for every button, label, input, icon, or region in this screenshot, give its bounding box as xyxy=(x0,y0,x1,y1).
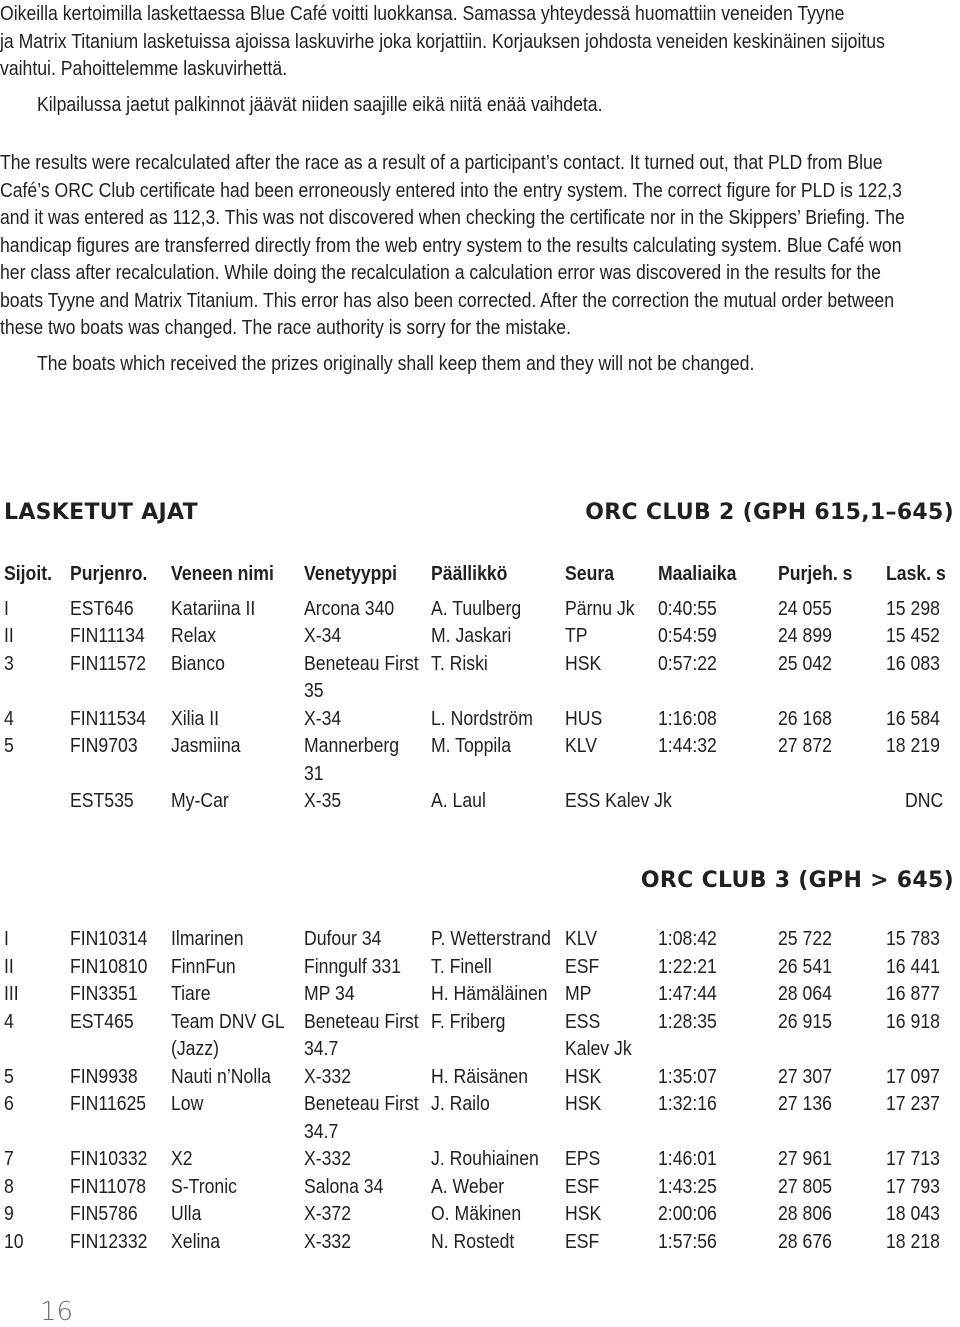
english-notice-line: The results were recalculated after the race as a result of a participant’s contact. It turned out, that PLD from Blue xyxy=(0,151,883,174)
cell-position: 9 xyxy=(4,1202,14,1225)
english-notice xyxy=(0,149,955,377)
cell-position: II xyxy=(4,624,14,647)
cell-finish-time: 1:46:01 xyxy=(658,1147,717,1170)
cell-position: I xyxy=(4,927,9,950)
cell-club: ESS Kalev Jk xyxy=(565,789,672,812)
cell-skipper: T. Finell xyxy=(431,954,492,978)
cell-finish-time: 0:54:59 xyxy=(658,624,717,647)
cell-skipper: M. Jaskari xyxy=(431,624,512,647)
cell-boat-type: X-372 xyxy=(304,1202,352,1225)
english-notice-line: handicap figures are transferred directly from the web entry system to the results calculating system. Blue Café won xyxy=(0,233,902,257)
cell-position: I xyxy=(4,596,9,620)
table-row xyxy=(0,732,960,787)
cell-boat-name: Tiare xyxy=(171,982,211,1005)
cell-skipper: J. Railo xyxy=(431,1092,490,1115)
cell-position: 3 xyxy=(4,651,14,675)
english-notice-line: her class after recalculation. While doing the recalculation a calculation error was discovered in the results for the xyxy=(0,261,881,284)
cell-boat-type: MP 34 xyxy=(304,982,355,1005)
cell-position: III xyxy=(4,982,19,1005)
english-notice-line: boats Tyyne and Matrix Titanium. This error has also been corrected. After the correction the mutual order between xyxy=(0,288,895,312)
table-row xyxy=(0,1145,960,1173)
cell-boat-type: X-35 xyxy=(304,789,342,812)
cell-club: ESF xyxy=(565,1174,600,1198)
cell-club: ESS Kalev Jk xyxy=(565,1009,632,1060)
cell-skipper: M. Toppila xyxy=(431,734,512,757)
finnish-prizes-note: Kilpailussa jaetut palkinnot jäävät niiden saajille eikä niitä enää vaihdeta. xyxy=(36,92,603,116)
cell-position: 8 xyxy=(4,1174,14,1198)
table-row xyxy=(0,980,960,1008)
cell-club: HSK xyxy=(565,1064,602,1088)
section-title-orc-club-3: ORC CLUB 3 (GPH > 645) xyxy=(640,868,954,893)
cell-finish-time: 0:40:55 xyxy=(658,596,717,620)
cell-calculated-seconds: 17 237 xyxy=(886,1092,940,1115)
cell-sailed-seconds: 26 915 xyxy=(778,1009,832,1033)
orc-club-2-table xyxy=(0,560,960,815)
cell-sailed-seconds: 27 805 xyxy=(778,1174,832,1198)
cell-boat-type: X-332 xyxy=(304,1229,352,1253)
table-row xyxy=(0,925,960,953)
cell-calculated-seconds: 18 043 xyxy=(886,1202,940,1225)
table-row xyxy=(0,1090,960,1145)
cell-position: 7 xyxy=(4,1147,14,1170)
english-notice-line: these two boats was changed. The race authority is sorry for the mistake. xyxy=(0,316,571,339)
cell-skipper: H. Räisänen xyxy=(431,1064,529,1088)
cell-boat-name: Xilia II xyxy=(171,706,220,730)
cell-finish-time: 1:32:16 xyxy=(658,1092,717,1115)
cell-boat-name: Bianco xyxy=(171,651,225,675)
cell-boat-name: Relax xyxy=(171,624,217,647)
cell-boat-name: Xelina xyxy=(171,1229,221,1253)
cell-skipper: T. Riski xyxy=(431,651,488,675)
table-row xyxy=(0,705,960,733)
cell-club: KLV xyxy=(565,734,598,757)
cell-club: Pärnu Jk xyxy=(565,596,635,620)
header-finish-time: Maaliaika xyxy=(658,562,737,585)
cell-calculated-seconds: 16 877 xyxy=(886,982,940,1005)
cell-sail-number: FIN10314 xyxy=(70,927,148,950)
cell-boat-type: X-34 xyxy=(304,624,342,647)
cell-sail-number: EST465 xyxy=(70,1009,134,1033)
cell-club: HSK xyxy=(565,651,602,675)
orc-club-3-table xyxy=(0,925,960,1255)
finnish-notice-line: Oikeilla kertoimilla laskettaessa Blue Café voitti luokkansa. Samassa yhteydessä huomattiin veneiden Tyyne xyxy=(0,2,845,25)
cell-sail-number: FIN9938 xyxy=(70,1064,138,1088)
cell-sail-number: FIN11572 xyxy=(70,651,147,675)
cell-sailed-seconds: 25 042 xyxy=(778,651,832,675)
english-prizes-note: The boats which received the prizes originally shall keep them and they will not be changed. xyxy=(36,351,755,375)
cell-sail-number: FIN10810 xyxy=(70,954,148,978)
cell-boat-type: Arcona 340 xyxy=(304,596,395,620)
cell-position: 10 xyxy=(4,1229,24,1253)
cell-boat-type: Mannerberg 31 xyxy=(304,734,400,785)
cell-calculated-seconds: 17 097 xyxy=(886,1064,940,1088)
cell-club: MP xyxy=(565,982,592,1005)
cell-calculated-seconds: 16 918 xyxy=(886,1009,940,1033)
cell-sail-number: EST646 xyxy=(70,596,134,620)
cell-calculated-seconds: 17 793 xyxy=(886,1174,940,1198)
cell-boat-name: Nauti n’Nolla xyxy=(171,1064,271,1088)
cell-finish-time: 1:35:07 xyxy=(658,1064,717,1088)
cell-finish-time: 1:28:35 xyxy=(658,1009,717,1033)
cell-boat-type: X-332 xyxy=(304,1064,352,1088)
cell-sailed-seconds: 28 676 xyxy=(778,1229,832,1253)
cell-sail-number: FIN11134 xyxy=(70,624,145,647)
cell-boat-type: Beneteau First 35 xyxy=(304,651,419,702)
table-row xyxy=(0,1228,960,1256)
cell-skipper: A. Tuulberg xyxy=(431,596,522,620)
table-row xyxy=(0,1173,960,1201)
finnish-notice xyxy=(0,0,955,118)
cell-boat-type: X-332 xyxy=(304,1147,352,1170)
cell-boat-name: Jasmiina xyxy=(171,734,241,757)
cell-boat-name: Low xyxy=(171,1092,204,1115)
finnish-notice-line: ja Matrix Titanium lasketuissa ajoissa laskuvirhe joka korjattiin. Korjauksen johdosta veneiden keskinäinen sijoitus xyxy=(0,29,885,53)
cell-boat-name: FinnFun xyxy=(171,954,236,978)
cell-club: HUS xyxy=(565,706,603,730)
cell-skipper: P. Wetterstrand xyxy=(431,927,551,950)
cell-skipper: F. Friberg xyxy=(431,1009,506,1033)
cell-finish-time: 0:57:22 xyxy=(658,651,717,675)
cell-finish-time: 1:57:56 xyxy=(658,1229,717,1253)
cell-calculated-seconds: 15 452 xyxy=(886,624,940,647)
cell-sail-number: FIN11534 xyxy=(70,706,147,730)
header-calculated-seconds: Lask. s xyxy=(886,562,946,585)
cell-sail-number: FIN5786 xyxy=(70,1202,138,1225)
section-title-orc-club-2: ORC CLUB 2 (GPH 615,1–645) xyxy=(585,500,954,525)
cell-boat-name: Ulla xyxy=(171,1202,202,1225)
header-sail-number: Purjenro. xyxy=(70,562,148,585)
cell-club: HSK xyxy=(565,1092,602,1115)
cell-sailed-seconds: 28 064 xyxy=(778,982,832,1005)
cell-calculated-seconds: 16 584 xyxy=(886,706,940,730)
english-notice-line: Café’s ORC Club certificate had been erroneously entered into the entry system. The correct figure for PLD is 122,3 xyxy=(0,178,902,202)
cell-club: KLV xyxy=(565,927,598,950)
table-row xyxy=(0,787,960,815)
cell-boat-type: X-34 xyxy=(304,706,342,730)
cell-calculated-seconds: 16 441 xyxy=(886,954,940,978)
table-row xyxy=(0,953,960,981)
cell-sailed-seconds: 27 136 xyxy=(778,1092,832,1115)
cell-finish-time: 1:22:21 xyxy=(658,954,717,978)
cell-club: EPS xyxy=(565,1147,601,1170)
cell-sail-number: FIN10332 xyxy=(70,1147,148,1170)
cell-position: 4 xyxy=(4,1009,14,1033)
cell-boat-type: Beneteau First 34.7 xyxy=(304,1009,419,1060)
section-title-lasketut-ajat: LASKETUT AJAT xyxy=(4,500,198,525)
cell-boat-name: Ilmarinen xyxy=(171,927,244,950)
table-row xyxy=(0,1200,960,1228)
cell-sail-number: FIN11078 xyxy=(70,1174,147,1198)
cell-position: 4 xyxy=(4,706,14,730)
cell-sail-number: FIN9703 xyxy=(70,734,138,757)
cell-skipper: H. Hämäläinen xyxy=(431,982,548,1005)
cell-boat-name: Katariina II xyxy=(171,596,256,620)
table-row xyxy=(0,595,960,623)
english-notice-line: and it was entered as 112,3. This was not discovered when checking the certificate nor in the Skippers’ Briefing. The xyxy=(0,206,905,229)
cell-calculated-seconds: 16 083 xyxy=(886,651,940,675)
cell-sailed-seconds: 26 168 xyxy=(778,706,832,730)
finnish-notice-line: vaihtui. Pahoittelemme laskuvirhettä. xyxy=(0,57,288,80)
cell-sailed-seconds: 25 722 xyxy=(778,927,832,950)
header-position: Sijoit. xyxy=(4,562,52,585)
cell-calculated-seconds: 15 298 xyxy=(886,596,940,620)
cell-sail-number: FIN12332 xyxy=(70,1229,148,1253)
cell-boat-type: Beneteau First 34.7 xyxy=(304,1092,419,1143)
table-row xyxy=(0,1063,960,1091)
header-sailed-seconds: Purjeh. s xyxy=(778,562,853,585)
cell-skipper: A. Weber xyxy=(431,1174,505,1198)
cell-boat-type: Dufour 34 xyxy=(304,927,382,950)
table-header-row xyxy=(0,560,960,588)
cell-sail-number: FIN3351 xyxy=(70,982,138,1005)
cell-boat-type: Finngulf 331 xyxy=(304,954,402,978)
page-number: 16 xyxy=(40,1297,74,1327)
table-row xyxy=(0,622,960,650)
cell-skipper: A. Laul xyxy=(431,789,486,812)
cell-finish-time: 1:08:42 xyxy=(658,927,717,950)
cell-club: HSK xyxy=(565,1202,602,1225)
header-boat-name: Veneen nimi xyxy=(171,562,274,585)
cell-finish-time: 1:47:44 xyxy=(658,982,717,1005)
cell-skipper: N. Rostedt xyxy=(431,1229,515,1253)
cell-club: ESF xyxy=(565,1229,600,1253)
cell-position: 5 xyxy=(4,734,14,757)
cell-position: II xyxy=(4,954,14,978)
cell-calculated-seconds: 18 218 xyxy=(886,1229,940,1253)
cell-skipper: O. Mäkinen xyxy=(431,1202,522,1225)
cell-sailed-seconds: 27 872 xyxy=(778,734,832,757)
cell-boat-name: Team DNV GL (Jazz) xyxy=(171,1009,284,1060)
cell-sailed-seconds: 27 307 xyxy=(778,1064,832,1088)
cell-sailed-seconds: 27 961 xyxy=(778,1147,832,1170)
cell-sailed-seconds: 26 541 xyxy=(778,954,832,978)
cell-position: 6 xyxy=(4,1092,14,1115)
cell-position: 5 xyxy=(4,1064,14,1088)
cell-sail-number: EST535 xyxy=(70,789,134,812)
cell-skipper: L. Nordström xyxy=(431,706,533,730)
cell-boat-name: S-Tronic xyxy=(171,1174,237,1198)
cell-finish-time: 1:43:25 xyxy=(658,1174,717,1198)
cell-boat-name: X2 xyxy=(171,1147,193,1170)
cell-calculated-seconds: 17 713 xyxy=(886,1147,940,1170)
cell-sail-number: FIN11625 xyxy=(70,1092,147,1115)
table-row xyxy=(0,1008,960,1063)
table-row xyxy=(0,650,960,705)
cell-club: TP xyxy=(565,624,588,647)
header-club: Seura xyxy=(565,562,615,585)
cell-boat-name: My-Car xyxy=(171,789,229,812)
cell-sailed-seconds: 28 806 xyxy=(778,1202,832,1225)
cell-boat-type: Salona 34 xyxy=(304,1174,384,1198)
cell-finish-time: 2:00:06 xyxy=(658,1202,717,1225)
cell-club: ESF xyxy=(565,954,600,978)
header-skipper: Päällikkö xyxy=(431,562,508,585)
cell-finish-time: 1:44:32 xyxy=(658,734,717,757)
cell-calculated-seconds: DNC xyxy=(905,789,944,812)
header-boat-type: Venetyyppi xyxy=(304,562,398,585)
cell-skipper: J. Rouhiainen xyxy=(431,1147,539,1170)
cell-calculated-seconds: 15 783 xyxy=(886,927,940,950)
cell-sailed-seconds: 24 899 xyxy=(778,624,832,647)
cell-sailed-seconds: 24 055 xyxy=(778,596,832,620)
cell-calculated-seconds: 18 219 xyxy=(886,734,940,757)
cell-finish-time: 1:16:08 xyxy=(658,706,717,730)
